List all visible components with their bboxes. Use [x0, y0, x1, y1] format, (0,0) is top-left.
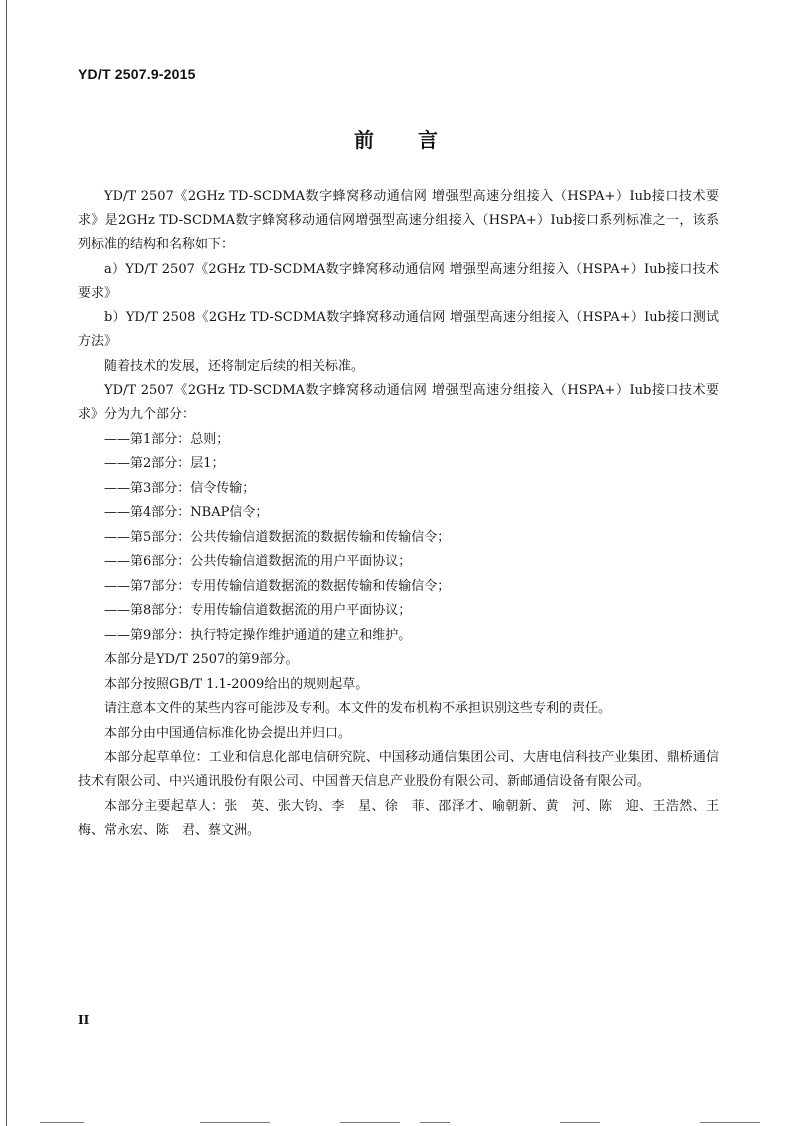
proposer-note: 本部分由中国通信标准化协会提出并归口。 [104, 725, 352, 741]
intro-paragraph: YD/T 2507《2GHz TD-SCDMA数字蜂窝移动通信网 增强型高速分组接入（HSPA+）Iub接口技术要求》是2GHz TD-SCDMA数字蜂窝移动通信网增强型高速分组接入（HSPA+）Iub接口系列标准之一，该系列标准的结构和名称如下： [78, 189, 719, 252]
part-list-item: ——第4部分：NBAP信令； [104, 505, 269, 520]
part-list-item: ——第3部分：信令传输； [104, 480, 256, 496]
scan-mark [200, 1122, 270, 1123]
scan-mark [700, 1122, 760, 1123]
patent-note: 请注意本文件的某些内容可能涉及专利。本文件的发布机构不承担识别这些专利的责任。 [104, 701, 612, 716]
scan-mark [420, 1122, 450, 1123]
part-list-item: ——第7部分：专用传输信道数据流的数据传输和传输信令； [104, 578, 451, 594]
parts-intro-paragraph: YD/T 2507《2GHz TD-SCDMA数字蜂窝移动通信网 增强型高速分组接入（HSPA+）Iub接口技术要求》分为九个部分： [78, 383, 719, 422]
part-list-item: ——第6部分：公共传输信道数据流的用户平面协议； [104, 554, 412, 569]
series-item-a: a）YD/T 2507《2GHz TD-SCDMA数字蜂窝移动通信网 增强型高速分组接入（HSPA+）Iub接口技术要求》 [78, 261, 719, 301]
part-list-item: ——第9部分：执行特定操作维护通道的建立和维护。 [104, 627, 412, 643]
scan-bottom-marks [0, 1122, 792, 1124]
drafting-rules-note: 本部分按照GB/T 1.1-2009给出的规则起草。 [104, 676, 369, 692]
future-standards-paragraph: 随着技术的发展，还将制定后续的相关标准。 [104, 358, 365, 374]
standard-code: YD/T 2507.9-2015 [78, 66, 196, 82]
series-item-b: b）YD/T 2508《2GHz TD-SCDMA数字蜂窝移动通信网 增强型高速分组接入（HSPA+）Iub接口测试方法》 [78, 310, 719, 349]
part-list-item: ——第2部分：层1； [104, 456, 225, 471]
page-edge-line [6, 0, 7, 1126]
drafting-units-note: 本部分起草单位：工业和信息化部电信研究院、中国移动通信集团公司、大唐电信科技产业集团、鼎桥通信技术有限公司、中兴通讯股份有限公司、中国普天信息产业股份有限公司、新邮通信设备有限公司。 [78, 750, 719, 789]
part-list-item: ——第8部分：专用传输信道数据流的用户平面协议； [104, 603, 412, 618]
drafters-note: 本部分主要起草人：张 英、张大钧、李 星、徐 菲、邵泽才、喻朝新、黄 河、陈 迎、王浩然、王 梅、常永宏、陈 君、蔡文洲。 [78, 798, 733, 838]
part-list-item: ——第1部分：总则； [104, 431, 230, 447]
page-number: II [78, 1013, 90, 1027]
part-list-item: ——第5部分：公共传输信道数据流的数据传输和传输信令； [104, 529, 451, 545]
foreword-body [78, 185, 733, 843]
scan-mark [340, 1122, 400, 1123]
scan-mark [40, 1122, 84, 1123]
part-number-note: 本部分是YD/T 2507的第9部分。 [104, 652, 299, 667]
scan-mark [560, 1122, 600, 1123]
page-title: 前言 [354, 128, 482, 152]
